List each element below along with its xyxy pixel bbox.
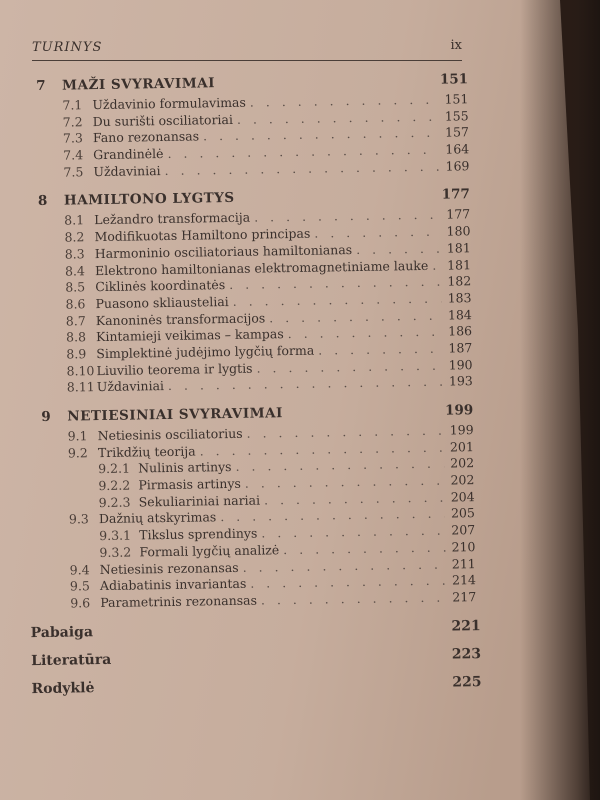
section-page: 187 bbox=[448, 340, 473, 356]
chapter-number: 9 bbox=[41, 408, 51, 425]
section-title: Formali lygčių analizė bbox=[139, 542, 280, 560]
section-title: Modifikuotas Hamiltono principas bbox=[94, 225, 311, 245]
back-matter-page: 225 bbox=[452, 673, 482, 691]
section-number: 7.4 bbox=[63, 147, 84, 163]
dot-leader bbox=[229, 274, 441, 292]
header-title: TURINYS bbox=[32, 40, 103, 55]
section-number: 8.6 bbox=[65, 296, 86, 312]
section-page: 214 bbox=[451, 572, 477, 588]
section-title: Sekuliariniai nariai bbox=[138, 492, 261, 510]
back-matter bbox=[31, 618, 482, 709]
chapter-title: MAŽI SVYRAVIMAI bbox=[61, 75, 216, 94]
section-title: Du surišti osciliatoriai bbox=[92, 111, 234, 129]
section-title: Fano rezonansas bbox=[92, 128, 200, 146]
section-number: 9.6 bbox=[70, 595, 91, 611]
chapter-page: 199 bbox=[444, 402, 474, 419]
section-number: 8.11 bbox=[66, 379, 95, 395]
dot-leader bbox=[261, 523, 445, 541]
dot-leader bbox=[203, 125, 439, 144]
dot-leader bbox=[237, 108, 439, 126]
section-number: 7.5 bbox=[63, 164, 84, 180]
section-title: Harmoninio osciliatoriaus hamiltonianas bbox=[94, 241, 353, 261]
section-number: 8.4 bbox=[64, 262, 86, 279]
dot-leader bbox=[233, 291, 442, 309]
section-page: 157 bbox=[444, 124, 470, 140]
section-page: 199 bbox=[449, 422, 474, 438]
dot-leader bbox=[164, 158, 439, 177]
section-number: 7.1 bbox=[62, 97, 83, 113]
dot-leader bbox=[235, 456, 444, 474]
page-gutter-shadow bbox=[520, 0, 600, 800]
section-page: 181 bbox=[446, 240, 471, 256]
section-number: 9.1 bbox=[67, 428, 88, 444]
dot-leader bbox=[254, 207, 440, 225]
section-number: 8.7 bbox=[65, 312, 86, 329]
section-page: 207 bbox=[451, 522, 476, 538]
dot-leader bbox=[264, 489, 445, 507]
section-number: 8.5 bbox=[65, 279, 86, 295]
dot-leader bbox=[256, 357, 442, 375]
chapter-page: 151 bbox=[439, 71, 469, 88]
section-title: Simplektinė judėjimo lygčių forma bbox=[96, 342, 315, 362]
table-of-contents bbox=[30, 71, 482, 708]
section-page: 151 bbox=[444, 91, 469, 107]
section-number: 8.1 bbox=[64, 212, 85, 229]
section-page: 201 bbox=[449, 438, 474, 455]
dot-leader bbox=[269, 307, 442, 325]
section-title: Kintamieji veikimas – kampas bbox=[95, 326, 284, 345]
section-number: 8.8 bbox=[65, 329, 87, 345]
section-number: 8.10 bbox=[66, 362, 95, 379]
section-number: 9.3.1 bbox=[99, 527, 132, 544]
dot-leader bbox=[318, 341, 442, 358]
dot-leader bbox=[200, 439, 444, 458]
section-page: 205 bbox=[450, 505, 476, 521]
running-header bbox=[32, 38, 462, 61]
section-number: 9.2.1 bbox=[98, 460, 131, 477]
section-page: 169 bbox=[445, 157, 470, 174]
section-page: 183 bbox=[447, 290, 472, 306]
section-title: Uždaviniai bbox=[93, 162, 161, 179]
section-title: Tikslus sprendinys bbox=[139, 525, 258, 543]
dot-leader bbox=[250, 92, 439, 110]
section-title: Pirmasis artinys bbox=[138, 475, 241, 493]
section-page: 211 bbox=[451, 555, 476, 572]
back-matter-title: Pabaiga bbox=[30, 623, 94, 641]
section-page: 164 bbox=[445, 141, 470, 157]
dot-leader bbox=[432, 257, 441, 272]
dot-leader bbox=[283, 539, 445, 557]
dot-leader bbox=[246, 423, 443, 441]
dot-leader bbox=[168, 374, 443, 393]
section-title: Puasono skliausteliai bbox=[95, 293, 229, 311]
dot-leader bbox=[288, 324, 443, 341]
section-number: 8.2 bbox=[64, 229, 85, 245]
section-title: Kanoninės transformacijos bbox=[95, 309, 266, 328]
section-title: Ležandro transformacija bbox=[94, 210, 251, 228]
section-title: Grandinėlė bbox=[93, 146, 164, 163]
section-page: 182 bbox=[447, 273, 472, 289]
section-page: 210 bbox=[451, 538, 476, 555]
section-title: Nulinis artinys bbox=[138, 459, 232, 476]
section-page: 202 bbox=[450, 472, 475, 488]
dot-leader bbox=[314, 224, 440, 241]
section-title: Trikdžių teorija bbox=[97, 443, 196, 460]
back-matter-page: 223 bbox=[451, 645, 482, 663]
back-matter-page: 221 bbox=[451, 617, 481, 635]
section-title: Dažnių atskyrimas bbox=[98, 509, 217, 527]
dot-leader bbox=[245, 473, 445, 491]
section-number: 9.2 bbox=[67, 444, 88, 461]
chapter-title: NETIESINIAI SVYRAVIMAI bbox=[67, 405, 284, 425]
section-number: 8.9 bbox=[66, 346, 87, 362]
section-page: 186 bbox=[448, 323, 473, 339]
section-number: 9.2.2 bbox=[98, 477, 131, 494]
section-number: 9.4 bbox=[69, 561, 90, 578]
section-number: 9.5 bbox=[69, 578, 90, 594]
section-page: 190 bbox=[448, 356, 473, 373]
section-page: 184 bbox=[447, 306, 472, 323]
chapter-number: 8 bbox=[37, 193, 48, 210]
dot-leader bbox=[261, 589, 446, 607]
section-title: Adiabatinis invariantas bbox=[99, 575, 247, 594]
dot-leader bbox=[356, 240, 441, 256]
section-page: 155 bbox=[444, 107, 469, 124]
back-matter-title: Rodyklė bbox=[31, 679, 95, 697]
section-page: 181 bbox=[447, 256, 472, 273]
section-title: Uždavinio formulavimas bbox=[92, 94, 246, 113]
section-number: 9.3 bbox=[68, 511, 89, 527]
chapter-number: 7 bbox=[36, 77, 46, 94]
section-title: Uždaviniai bbox=[96, 378, 165, 395]
section-number: 9.2.3 bbox=[98, 494, 131, 510]
chapter-title: HAMILTONO LYGTYS bbox=[63, 190, 235, 210]
section-title: Parametrinis rezonansas bbox=[100, 592, 258, 610]
dot-leader bbox=[220, 506, 445, 525]
section-number: 8.3 bbox=[64, 246, 85, 262]
back-matter-title: Literatūra bbox=[31, 651, 112, 669]
chapter-page: 177 bbox=[441, 186, 471, 204]
header-page-number: ix bbox=[450, 38, 462, 53]
section-page: 193 bbox=[448, 373, 473, 389]
section-page: 177 bbox=[446, 206, 471, 223]
section-number: 7.2 bbox=[62, 113, 83, 130]
dot-leader bbox=[250, 573, 446, 591]
section-title: Elektrono hamiltonianas elektromagnetiniame lauke bbox=[94, 257, 429, 278]
section-title: Ciklinės koordinatės bbox=[95, 277, 226, 295]
section-page: 180 bbox=[446, 223, 471, 239]
section-page: 204 bbox=[450, 488, 475, 505]
dot-leader bbox=[243, 556, 446, 574]
section-page: 202 bbox=[450, 455, 475, 471]
section-title: Liuvilio teorema ir lygtis bbox=[96, 360, 253, 378]
section-page: 217 bbox=[452, 589, 477, 605]
section-title: Netiesinis rezonansas bbox=[99, 559, 239, 577]
section-number: 7.3 bbox=[62, 130, 83, 146]
section-number: 9.3.2 bbox=[99, 544, 132, 560]
section-title: Netiesinis osciliatorius bbox=[97, 425, 243, 444]
